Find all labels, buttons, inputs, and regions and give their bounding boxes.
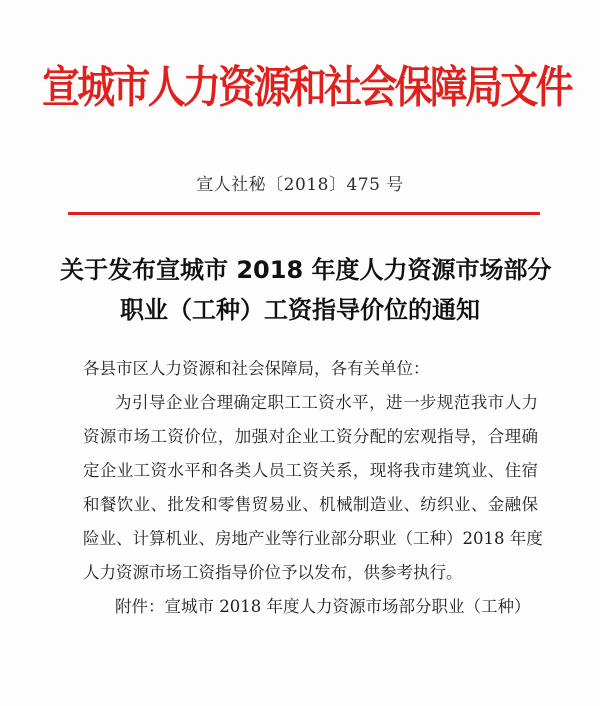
- paragraph-line: 人力资源市场工资指导价位予以发布，供参考执行。: [83, 563, 463, 582]
- red-divider-line: [68, 212, 540, 215]
- notice-body: [83, 352, 543, 624]
- notice-title-line-2: 职业（工种）工资指导价位的通知: [120, 296, 480, 324]
- paragraph-line: 资源市场工资价位，加强对企业工资分配的宏观指导，合理确: [83, 427, 538, 446]
- paragraph-line: 险业、计算机业、房地产业等行业部分职业（工种）2018 年度: [83, 529, 543, 548]
- notice-title: [60, 250, 552, 330]
- salutation: 各县市区人力资源和社会保障局，各有关单位：: [83, 359, 430, 378]
- attachment-line: 附件：宣城市 2018 年度人力资源市场部分职业（工种）: [115, 597, 531, 616]
- notice-title-line-1: 关于发布宣城市 2018 年度人力资源市场部分: [60, 256, 552, 284]
- paragraph-line: 为引导企业合理确定职工工资水平，进一步规范我市人力: [115, 393, 538, 412]
- letterhead-title: 宣城市人力资源和社会保障局文件: [42, 62, 571, 113]
- document-number: 宣人社秘〔2018〕475 号: [196, 175, 404, 195]
- paragraph-line: 和餐饮业、批发和零售贸易业、机械制造业、纺织业、金融保: [83, 495, 538, 514]
- paragraph-line: 定企业工资水平和各类人员工资关系，现将我市建筑业、住宿: [83, 461, 538, 480]
